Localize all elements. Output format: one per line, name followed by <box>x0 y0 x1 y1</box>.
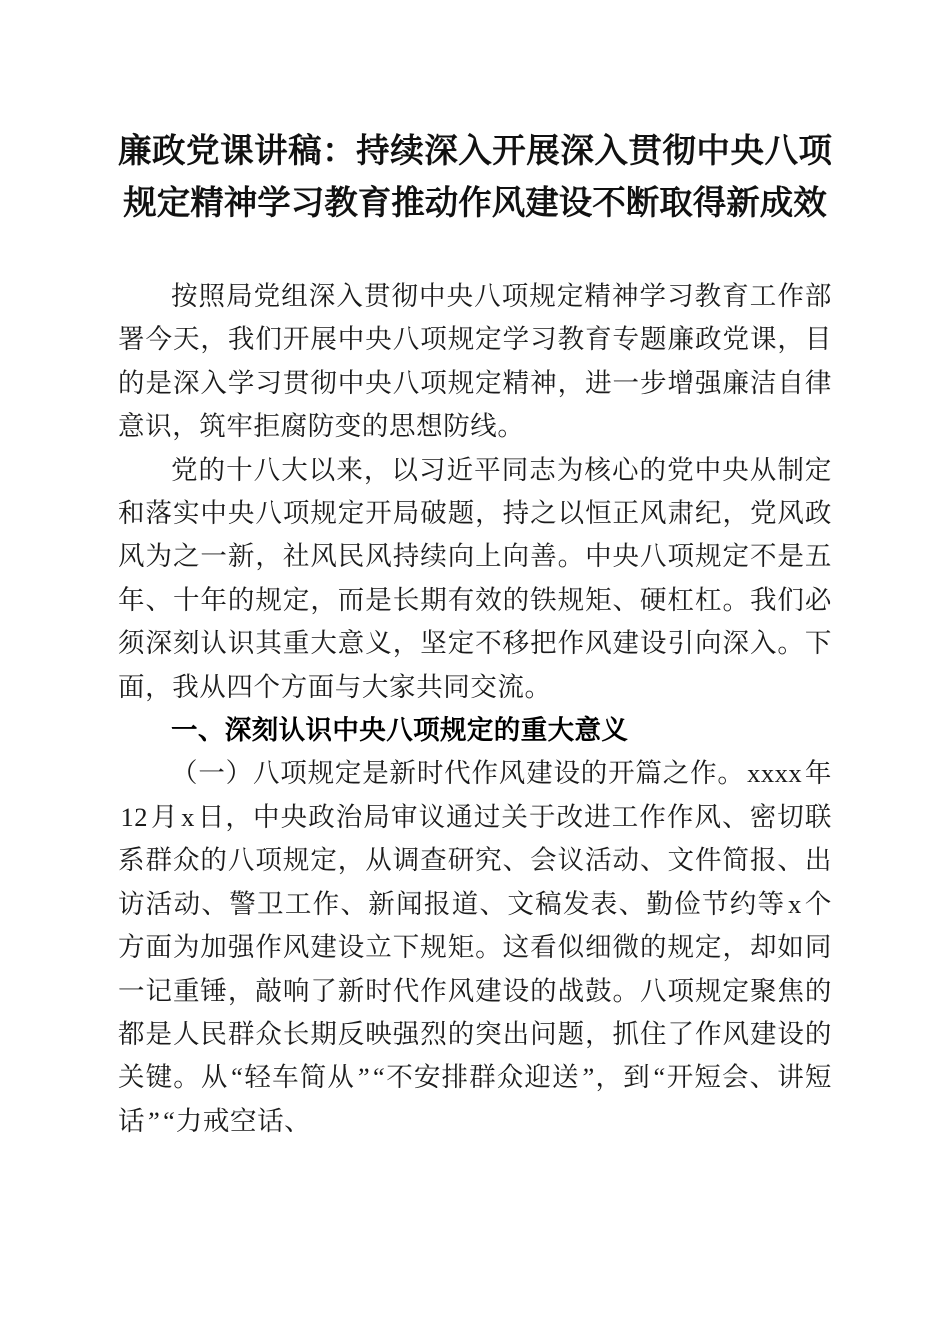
inline-latin-run: x <box>787 888 802 919</box>
title-body-spacer <box>118 230 832 275</box>
inline-latin-run: x <box>181 801 195 832</box>
heading-section-one: 一、深刻认识中央八项规定的重大意义 <box>171 715 629 746</box>
inline-latin-run: xxxx <box>747 758 803 789</box>
inline-latin-run: 12 <box>120 801 148 832</box>
paragraph-since-18th-congress: 党的十八大以来，以习近平同志为核心的党中央从制定和落实中央八项规定开局破题，持之以恒正风肃纪，党风政风为之一新，社风民风持续向上向善。中央八项规定不是五年、十年的规定，而是长期有效的铁规矩、硬杠杠。我们必须深刻认识其重大意义，坚定不移把作风建设引向深入。下面，我从四个方面与大家共同交流。 <box>118 454 832 702</box>
paragraph-subsection-one-a: （一）八项规定是新时代作风建设的开篇之作。xxxx年12月x日，中央政治局审议通过关于改进工作作风、密切联系群众的八项规定，从调查研究、会议活动、文件简报、出访活动、警卫工作、新闻报道、文稿发表、勤俭节约等x个方面为加强作风建设立下规矩。这看似细微的规定，却如同一记重锤，敲响了新时代作风建设的战鼓。八项规定聚焦的都是人民群众长期反映强烈的突出问题，抓住了作风建设的关键。从“轻车简从”“不安排群众迎送”，到“开短会、讲短话”“力戒空话、 <box>118 758 832 1136</box>
page-title: 廉政党课讲稿：持续深入开展深入贯彻中央八项规定精神学习教育推动作风建设不断取得新成效 <box>118 133 832 222</box>
paragraph-opening-remarks: 按照局党组深入贯彻中央八项规定精神学习教育工作部署今天，我们开展中央八项规定学习教育专题廉政党课，目的是深入学习贯彻中央八项规定精神，进一步增强廉洁自律意识，筑牢拒腐防变的思想防线。 <box>118 281 832 442</box>
page-content-area <box>118 126 832 1143</box>
